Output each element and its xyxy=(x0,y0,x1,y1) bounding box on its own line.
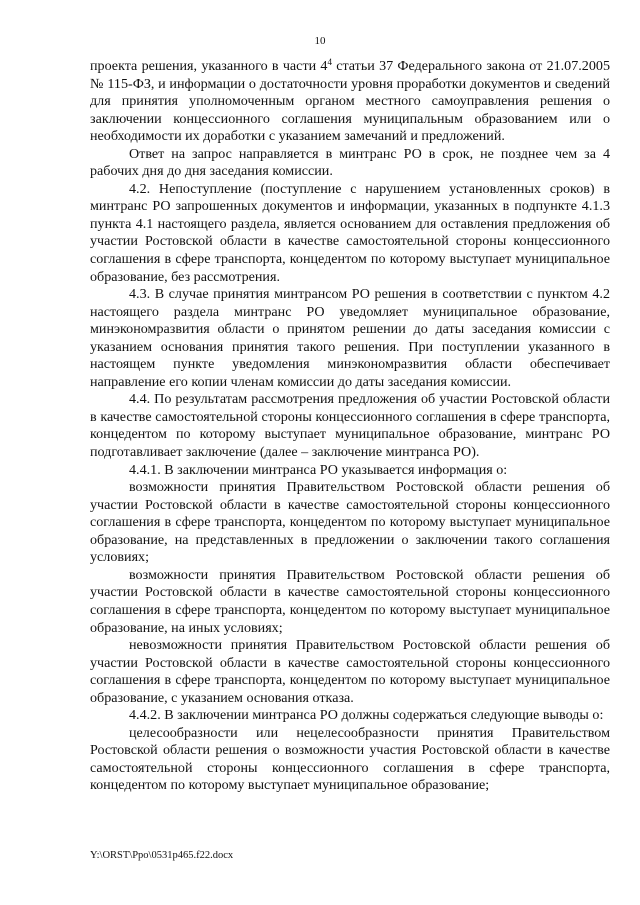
paragraph: невозможности принятия Правительством Ростовской области решения об участии Ростовской области в качестве самостоятельной стороны концессионного соглашения в сфере транспорта, концедентом по которому выступает муниципальное образование, с указанием основания отказа. xyxy=(90,637,610,706)
paragraph: 4.4. По результатам рассмотрения предложения об участии Ростовской области в качестве самостоятельной стороны концессионного соглашения в сфере транспорта, концедентом по которому выступает муниципальное образование, минтранс РО подготавливает заключение (далее – заключение минтранса РО). xyxy=(90,391,610,461)
paragraph: 4.3. В случае принятия минтрансом РО решения в соответствии с пунктом 4.2 настоящего раздела минтранс РО уведомляет муниципальное образование, минэкономразвития области о принятом решении до даты заседания комиссии с указанием основания принятия такого решения. При поступлении указанного в настоящем пункте уведомления минэкономразвития области обеспечивает направление его копии членам комиссии до даты заседания комиссии. xyxy=(90,286,610,390)
footer-file-path: Y:\ORST\Ppo\0531p465.f22.docx xyxy=(90,850,234,861)
paragraph: 4.4.1. В заключении минтранса РО указывается информация о: xyxy=(129,461,508,478)
paragraph: Ответ на запрос направляется в минтранс РО в срок, не позднее чем за 4 рабочих дня до дня заседания комиссии. xyxy=(90,145,610,180)
paragraph-text: проекта решения, указанного в части 4 xyxy=(90,58,328,74)
paragraph: возможности принятия Правительством Ростовской области решения об участии Ростовской области в качестве самостоятельной стороны концессионного соглашения в сфере транспорта, концедентом по которому выступает муниципальное образование, на представленных в предложении о заключении такого соглашения условиях; xyxy=(90,479,610,566)
paragraph: 4.4.2. В заключении минтранса РО должны содержаться следующие выводы о: xyxy=(129,707,604,724)
paragraph: возможности принятия Правительством Ростовской области решения об участии Ростовской области в качестве самостоятельной стороны концессионного соглашения в сфере транспорта, концедентом по которому выступает муниципальное образование, на иных условиях; xyxy=(90,566,610,636)
paragraph: целесообразности или нецелесообразности принятия Правительством Ростовской области решения о возможности участия Ростовской области в качестве самостоятельной стороны концессионного соглашения в сфере транспорта, концедентом по которому выступает муниципальное образование; xyxy=(90,724,610,794)
paragraph-text: статьи 37 Федерального закона от 21.07.2005 № 115-ФЗ, и информации о достаточности уровня проработки документов и сведений для принятия уполномоченным органом местного самоуправления решения о заключении концессионного соглашения муниципальным образованием или о необходимости их доработки с указанием замечаний и предложений. xyxy=(90,58,610,145)
document-body xyxy=(90,58,610,795)
superscript: 4 xyxy=(327,57,332,67)
page-number: 10 xyxy=(314,35,326,47)
paragraph: 4.2. Непоступление (поступление с нарушением установленных сроков) в минтранс РО запрошенных документов и информации, указанных в подпункте 4.1.3 пункта 4.1 настоящего раздела, является основанием для оставления предложения об участии Ростовской области в качестве самостоятельной стороны концессионного соглашения в сфере транспорта, концедентом по которому выступает муниципальное образование, без рассмотрения. xyxy=(90,180,610,285)
paragraph xyxy=(90,58,610,146)
